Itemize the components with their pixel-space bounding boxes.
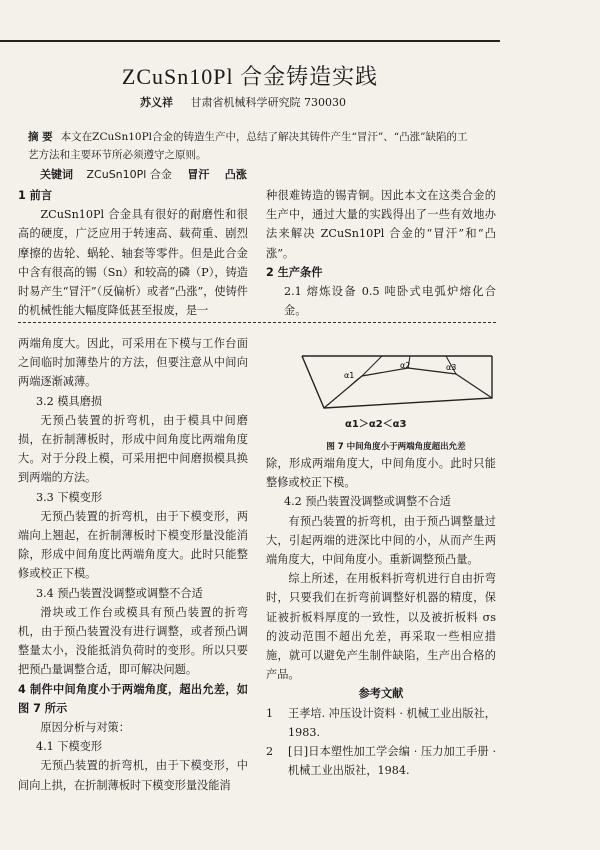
section-heading: 2 生产条件 [266,265,323,279]
keyword: 凸涨 [224,168,247,181]
affiliation: 甘肃省机械科学研究院 730030 [190,96,346,109]
paragraph: ZCuSn10Pl 合金具有很好的耐磨性和很高的硬度，广泛应用于转速高、载荷重、剧烈摩擦的齿轮、蜗轮、轴套等零件。但是此合金中含有很高的锡（Sn）和较高的磷（P），铸造时易产生“冒汗”（反偏析）或者“凸涨”，使铸件的机械性能大幅度降低甚至报废，是一 [18,208,248,318]
paragraph: 有预凸装置的折弯机，由于预凸调整量过大，引起两端的进深比中间的小，从而产生两端角度大，中间角度小。重新调整预凸量。 [266,514,496,567]
section-heading: 4 制件中间角度小于两端角度，超出允差，如图 7 所示 [18,682,248,715]
upper-left-column [18,186,248,320]
reference-item [266,704,496,742]
subsection: 4.1 下模变形 [36,740,103,754]
angle-label: α1 [344,371,355,380]
reference-text: [日]日本塑性加工学会编 · 压力加工手册 · 机械工业出版社，1984. [288,745,496,778]
angle-label: α2 [400,361,411,370]
subsection: 2.1 熔炼设备 0.5 吨卧式电弧炉熔化合金。 [284,285,496,318]
paragraph: 滑块或工作台或模具有预凸装置的折弯机，由于预凸装置没有进行调整，或者预凸调整量太小，没能抵消负荷时的变形。所以只要把预凸量调整合适，即可解决问题。 [18,605,248,677]
abstract [28,128,468,164]
paragraph: 两端角度大。因此，可采用在下模与工作台面之间临时加薄垫片的方法，但要注意从中间向两端逐渐减薄。 [18,337,248,389]
paragraph: 无预凸装置的折弯机，由于下模变形，中间向上拱，在折制薄板时下模变形量没能消 [18,759,248,792]
figure-7 [296,338,496,413]
paragraph: 原因分析与对策： [40,721,130,735]
paragraph: 除，形成两端角度大，中间角度小。此时只能整修或校正下模。 [266,457,496,490]
subsection: 3.2 模具磨损 [36,394,103,408]
article-title: ZCuSn10Pl 合金铸造实践 [121,64,379,89]
header-rule [0,40,500,42]
subsection: 4.2 预凸装置没调整或调整不合适 [284,495,451,509]
keywords-label: 关键词 [40,168,73,181]
reference-number: 1 [266,706,274,720]
reference-number: 2 [266,745,274,759]
angle-label: α3 [446,363,457,372]
abstract-label: 摘 要 [28,131,53,143]
bent-plate-diagram [296,338,496,413]
keyword: 冒汗 [187,168,210,181]
upper-right-column [266,186,496,320]
paragraph: 无预凸装置的折弯机，由于模具中间磨损，在折制薄板时，形成中间角度比两端角度大。对于分段上模，可采用把中间磨损模具换到两端的方法。 [18,413,248,485]
references-title: 参考文献 [358,687,404,701]
section-heading: 1 前言 [18,189,53,202]
paragraph: 无预凸装置的折弯机，由于下模变形，两端向上翘起，在折制薄板时下模变形量没能消除，形成中间角度比两端角度大。此时只能整修或校正下模。 [18,509,248,581]
author: 苏义祥 [140,96,173,109]
reference-item [266,742,496,780]
figure-formula: α1＞α2＜α3 [345,419,407,430]
paragraph: 种很难铸造的锡青铜。因此本文在这类合金的生产中，通过大量的实践得出了一些有效地办法来解决 ZCuSn10Pl 合金的“冒汗”和“凸涨”。 [266,189,496,260]
lower-right-column [266,454,496,780]
keyword: ZCuSn10Pl 合金 [86,168,172,181]
lower-left-column [18,334,248,795]
abstract-text: 本文在ZCuSn10Pl合金的铸造生产中，总结了解决其铸件产生“冒汗”、“凸涨”缺陷的工艺方法和主要环节所必须遵守之原则。 [28,131,468,161]
section-divider [18,322,496,323]
figure-caption: 图 7 中间角度小于两端角度超出允差 [326,442,466,452]
paragraph: 综上所述，在用板料折弯机进行自由折弯时，只要我们在折弯前调整好机器的精度，保证被折板料厚度的一致性，以及被折板料 σs 的波动范围不超出允差，再采取一些相应措施，就可以避免产生制件缺陷，生产出合格的产品。 [266,572,496,682]
reference-text: 王孝培. 冲压设计资料 · 机械工业出版社，1983. [288,706,496,739]
byline [140,94,346,110]
keywords [40,166,259,182]
subsection: 3.3 下模变形 [36,490,103,504]
subsection: 3.4 预凸装置没调整或调整不合适 [36,586,203,600]
